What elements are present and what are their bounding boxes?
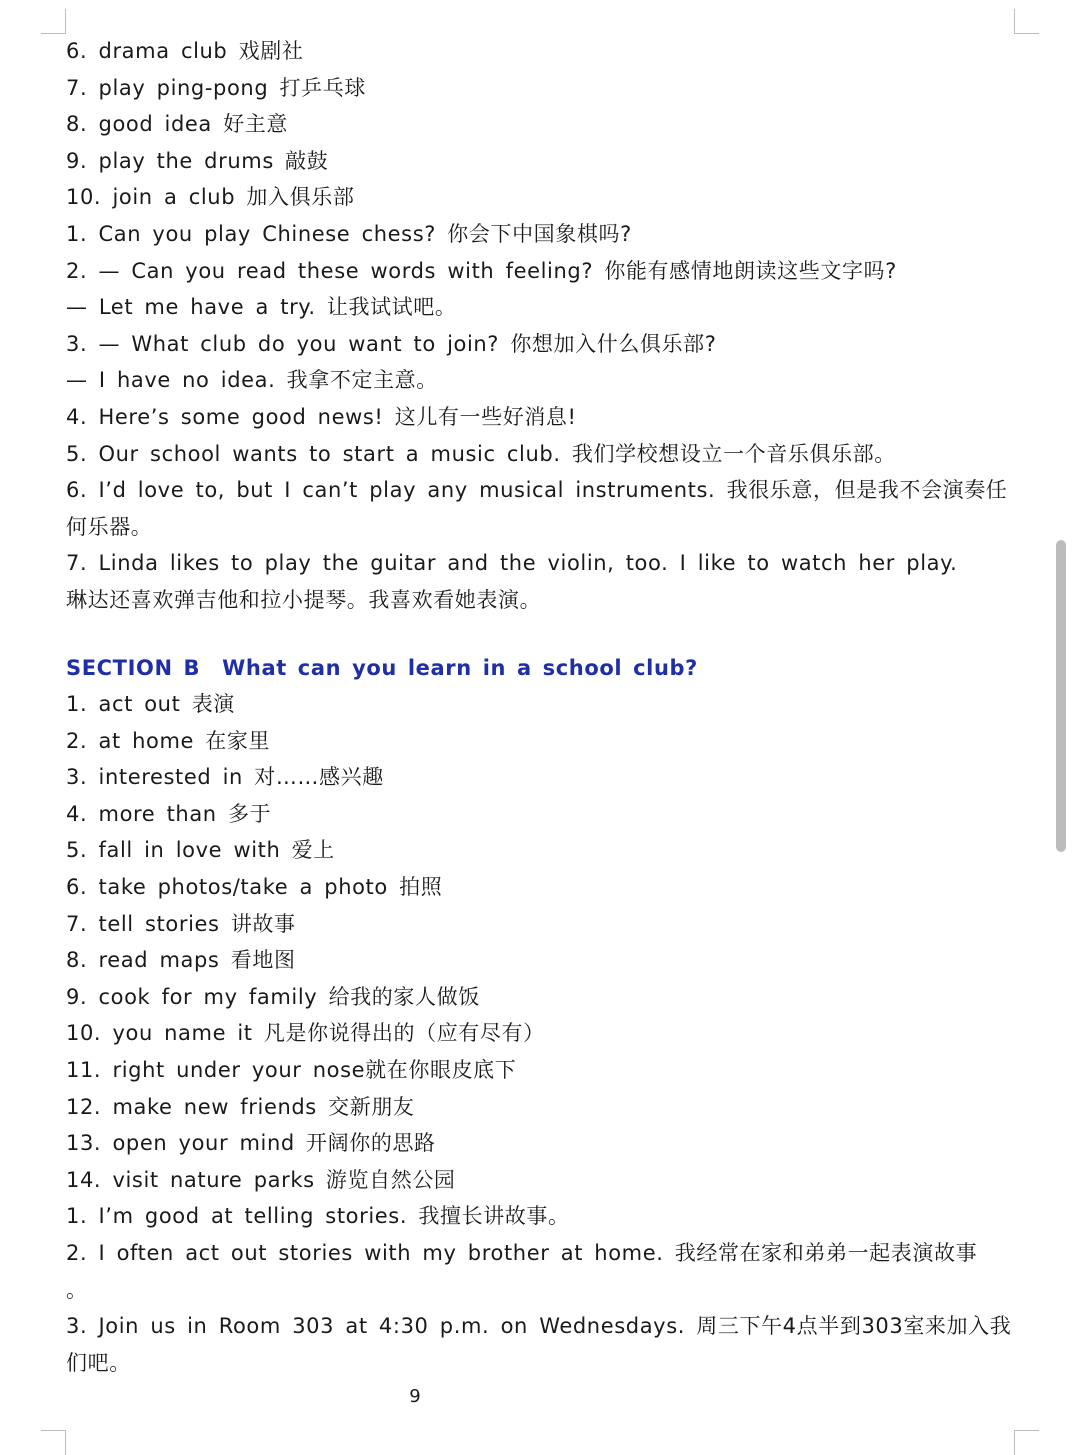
- text-line: 5. fall in love with 爱上: [66, 838, 335, 863]
- text-line: 7. Linda likes to play the guitar and the violin, too. I like to watch her play.: [66, 551, 958, 576]
- text-line: 琳达还喜欢弹吉他和拉小提琴。我喜欢看她表演。: [66, 587, 542, 612]
- text-line: 14. visit nature parks 游览自然公园: [66, 1167, 456, 1192]
- text-line: 。: [66, 1277, 88, 1302]
- crop-mark-top-right: [1014, 9, 1039, 34]
- text-line: 9. play the drums 敲鼓: [66, 148, 329, 173]
- section-title: What can you learn in a school club?: [222, 655, 698, 680]
- text-line: 1. act out 表演: [66, 692, 235, 717]
- text-line: 11. right under your nose就在你眼皮底下: [66, 1058, 517, 1083]
- text-line: — I have no idea. 我拿不定主意。: [66, 368, 438, 393]
- text-line: 2. at home 在家里: [66, 728, 271, 753]
- text-line: 3. — What club do you want to join? 你想加入什么俱乐部?: [66, 331, 717, 356]
- text-line: 6. I’d love to, but I can’t play any musical instruments. 我很乐意，但是我不会演奏任何乐器。: [66, 478, 1008, 539]
- text-line: — Let me have a try. 让我试试吧。: [66, 295, 457, 320]
- text-line: 6. take photos/take a photo 拍照: [66, 875, 443, 900]
- text-line: 10. you name it 凡是你说得出的（应有尽有）: [66, 1021, 545, 1046]
- text-line: 1. Can you play Chinese chess? 你会下中国象棋吗?: [66, 221, 632, 246]
- text-line: 7. play ping-pong 打乒乓球: [66, 75, 366, 100]
- text-line: 1. I’m good at telling stories. 我擅长讲故事。: [66, 1204, 570, 1229]
- text-line: 8. read maps 看地图: [66, 948, 296, 973]
- text-line: 3. interested in 对……感兴趣: [66, 765, 384, 790]
- text-line: 9. cook for my family 给我的家人做饭: [66, 984, 480, 1009]
- vertical-scrollbar[interactable]: [1056, 540, 1066, 852]
- text-line: 13. open your mind 开阔你的思路: [66, 1131, 436, 1156]
- text-line: 5. Our school wants to start a music club. 我们学校想设立一个音乐俱乐部。: [66, 441, 896, 466]
- text-line: 8. good idea 好主意: [66, 112, 288, 137]
- page-content: [66, 33, 1018, 1381]
- text-line: 2. I often act out stories with my brother at home. 我经常在家和弟弟一起表演故事: [66, 1241, 978, 1265]
- section-heading: [66, 650, 1018, 687]
- page-number: 9: [409, 1386, 421, 1407]
- text-line: 3. Join us in Room 303 at 4:30 p.m. on Wednesdays. 周三下午4点半到303室来加入我们吧。: [66, 1314, 1012, 1375]
- crop-mark-bottom-right: [1014, 1430, 1039, 1455]
- crop-mark-top-left: [41, 9, 66, 34]
- text-line: 4. Here’s some good news! 这儿有一些好消息!: [66, 404, 577, 429]
- section-label: SECTION B: [66, 655, 201, 680]
- text-line: 10. join a club 加入俱乐部: [66, 185, 355, 210]
- text-line: 7. tell stories 讲故事: [66, 911, 296, 936]
- text-line: 2. — Can you read these words with feeling? 你能有感情地朗读这些文字吗?: [66, 258, 897, 283]
- crop-mark-bottom-left: [41, 1430, 66, 1455]
- text-line: 6. drama club 戏剧社: [66, 39, 304, 63]
- section-spacer: [66, 619, 1018, 650]
- text-line: 4. more than 多于: [66, 801, 272, 826]
- text-line: 12. make new friends 交新朋友: [66, 1094, 415, 1119]
